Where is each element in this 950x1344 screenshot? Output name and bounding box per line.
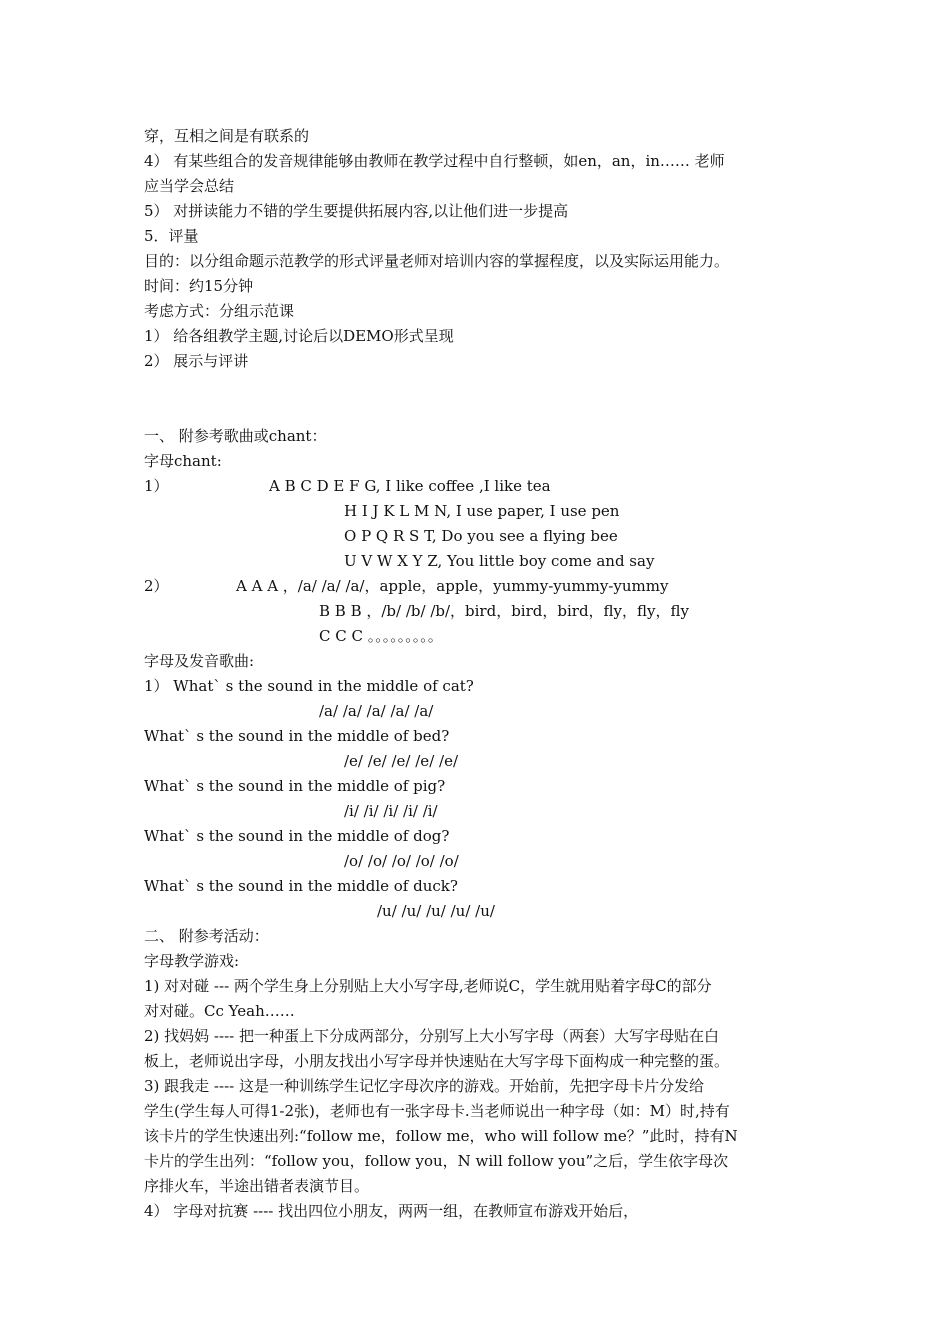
- text-line: 2) 找妈妈 ---- 把一种蛋上下分成两部分，分别写上大小写字母（两套）大写字母贴在白: [144, 1027, 719, 1045]
- text-line: 卡片的学生出列：“follow you，follow you，N will follow you”之后，学生依字母次: [144, 1152, 729, 1170]
- text-line: 5） 对拼读能力不错的学生要提供拓展内容,以让他们进一步提高: [144, 202, 569, 220]
- chant-line: O P Q R S T, Do you see a flying bee: [344, 527, 618, 545]
- text-line: 时间：约15分钟: [144, 277, 254, 295]
- text-line: 板上，老师说出字母，小朋友找出小写字母并快速贴在大写字母下面构成一种完整的蛋。: [144, 1052, 730, 1070]
- chant-line: U V W X Y Z, You little boy come and say: [344, 552, 655, 570]
- song-line: /a/ /a/ /a/ /a/ /a/: [319, 702, 434, 720]
- text-line: 应当学会总结: [144, 177, 235, 195]
- text-line: 1） 给各组教学主题,讨论后以DEMO形式呈现: [144, 327, 454, 345]
- text-line: 1) 对对碰 --- 两个学生身上分别贴上大小写字母,老师说C，学生就用贴着字母C的部分: [144, 977, 712, 995]
- section-heading: 一、 附参考歌曲或chant：: [144, 427, 327, 445]
- chant-line: H I J K L M N, I use paper, I use pen: [344, 502, 620, 520]
- text-line: 4） 字母对抗赛 ---- 找出四位小朋友，两两一组，在教师宣布游戏开始后，: [144, 1202, 639, 1220]
- text-line: 4） 有某些组合的发音规律能够由教师在教学过程中自行整顿，如en，an，in…… 老师: [144, 152, 725, 170]
- text-line: 3) 跟我走 ---- 这是一种训练学生记忆字母次序的游戏。开始前，先把字母卡片分发给: [144, 1077, 704, 1095]
- text-line: 对对碰。Cc Yeah……: [144, 1002, 295, 1020]
- text-line: 穿，互相之间是有联系的: [144, 127, 310, 145]
- chant-line: A B C D E F G, I like coffee ,I like tea: [269, 477, 551, 495]
- song-line: What` s the sound in the middle of dog?: [144, 827, 450, 845]
- subheading: 字母及发音歌曲:: [144, 652, 255, 670]
- list-number: 2）: [144, 577, 169, 595]
- song-line: /u/ /u/ /u/ /u/ /u/: [377, 902, 495, 920]
- section-heading: 5．评量: [144, 227, 199, 245]
- song-line: What` s the sound in the middle of pig?: [144, 777, 446, 795]
- chant-line: A A A ，/a/ /a/ /a/，apple，apple，yummy-yummy-yummy: [236, 577, 669, 595]
- text-line: 2） 展示与评讲: [144, 352, 249, 370]
- chant-line: B B B ，/b/ /b/ /b/，bird，bird，bird，fly，fly，fly: [319, 602, 689, 620]
- text-line: 考虑方式：分组示范课: [144, 302, 295, 320]
- text-line: 学生(学生每人可得1-2张)，老师也有一张字母卡.当老师说出一种字母（如：M）时,持有: [144, 1102, 730, 1120]
- text-line: 目的：以分组命题示范教学的形式评量老师对培训内容的掌握程度，以及实际运用能力。: [144, 252, 730, 270]
- subheading: 字母chant:: [144, 452, 222, 470]
- section-heading: 二、 附参考活动：: [144, 927, 269, 945]
- song-line: /e/ /e/ /e/ /e/ /e/: [344, 752, 458, 770]
- song-line: What` s the sound in the middle of duck?: [144, 877, 458, 895]
- list-number: 1）: [144, 477, 169, 495]
- subheading: 字母教学游戏:: [144, 952, 240, 970]
- text-line: 该卡片的学生快速出列:“follow me，follow me，who will follow me？”此时，持有N: [144, 1127, 738, 1145]
- song-line: What` s the sound in the middle of bed?: [144, 727, 450, 745]
- song-line: /i/ /i/ /i/ /i/ /i/: [344, 802, 438, 820]
- text-line: 序排火车，半途出错者表演节目。: [144, 1177, 370, 1195]
- song-line: 1） What` s the sound in the middle of cat?: [144, 677, 474, 695]
- song-line: /o/ /o/ /o/ /o/ /o/: [344, 852, 459, 870]
- chant-line: C C C 。。。。。。。。。: [319, 627, 443, 645]
